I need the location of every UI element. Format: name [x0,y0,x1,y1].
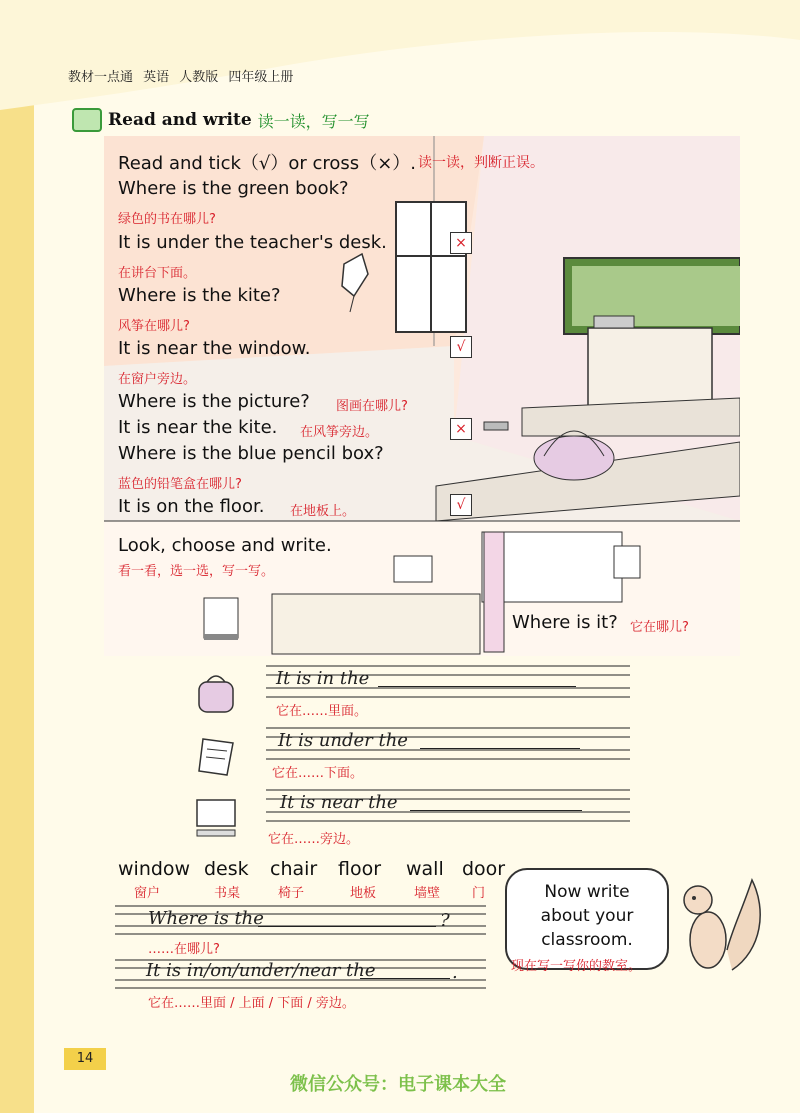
answer-2: It is near the window. [118,338,311,359]
section-title-en: Read and write [108,110,252,130]
question-2: Where is the kite? [118,285,281,306]
word-door-cn: 门 [472,886,486,901]
squirrel-illustration [672,870,772,990]
answer-3-mark[interactable]: × [450,418,472,440]
computer-icon [193,796,239,840]
question-1-cn: 绿色的书在哪儿? [118,212,216,227]
school-bag-icon [195,672,237,716]
write-line-3-cn: 它在……旁边。 [268,832,360,847]
word-chair-cn: 椅子 [278,886,305,901]
word-chair: chair [270,858,318,880]
word-door: door [462,858,506,880]
part3-blank-1[interactable] [258,910,436,927]
bubble-line-3: classroom. [541,930,633,950]
answer-1-cn: 在讲台下面。 [118,266,197,281]
word-floor-cn: 地板 [350,886,377,901]
answer-3-cn: 在风筝旁边。 [300,425,379,440]
part1-instruction-cn: 读一读，判断正误。 [418,155,544,171]
answer-4-mark[interactable]: √ [450,494,472,516]
answer-2-mark[interactable]: √ [450,336,472,358]
part1-instruction: Read and tick（√）or cross（×）. [118,153,416,174]
answer-4: It is on the floor. [118,496,265,517]
answer-blank-3[interactable] [410,792,582,811]
question-2-cn: 风筝在哪儿? [118,319,190,334]
write-line-2: It is under the [278,730,408,751]
answer-1: It is under the teacher's desk. [118,232,387,253]
part3-line-1-cn: ……在哪儿? [148,942,220,957]
section-title-cn: 读一读，写一写 [257,111,370,131]
page-number: 14 [64,1048,106,1070]
newspaper-icon [195,735,237,779]
part3-line-2-cn: 它在……里面 / 上面 / 下面 / 旁边。 [148,996,355,1011]
answer-blank-2[interactable] [420,730,580,749]
part3-blank-2[interactable] [360,962,450,979]
question-4-cn: 蓝色的铅笔盒在哪儿? [118,477,242,492]
answer-blank-1[interactable] [378,668,576,687]
word-floor: floor [338,858,382,880]
bubble-cn: 现在写一写你的教室。 [511,959,642,974]
word-window-cn: 窗户 [134,886,161,901]
word-desk-cn: 书桌 [214,886,241,901]
bubble-line-1: Now write [544,882,630,902]
where-is-it-question-cn: 它在哪儿? [630,620,689,635]
question-3-cn: 图画在哪儿? [336,399,408,414]
part3-line-1: Where is the [148,908,264,929]
question-3-en: Where is the picture? [118,391,310,412]
word-wall: wall [406,858,444,880]
write-line-3: It is near the [280,792,398,813]
word-window: window [118,858,191,880]
word-wall-cn: 墙壁 [414,886,441,901]
part2-instruction-cn: 看一看，选一选，写一写。 [118,564,275,579]
write-line-1-cn: 它在……里面。 [276,704,368,719]
write-line-1: It is in the [276,668,370,689]
answer-4-cn: 在地板上。 [290,504,356,519]
question-4: Where is the blue pencil box? [118,443,384,464]
write-line-2-cn: 它在……下面。 [272,766,364,781]
part3-line-1-end: ? [440,910,450,931]
bubble-line-2: about your [540,906,634,926]
footer-watermark: 微信公众号：电子课本大全 [290,1074,506,1095]
answer-3: It is near the kite. [118,417,278,438]
part3-line-2-end: . [452,962,458,983]
word-desk: desk [204,858,249,880]
part3-line-2: It is in/on/under/near the [146,960,376,981]
book-header: 教材一点通 英语 人教版 四年级上册 [68,70,294,85]
answer-1-mark[interactable]: × [450,232,472,254]
where-is-it-question: Where is it? [512,612,618,633]
question-1: Where is the green book? [118,178,349,199]
part2-instruction: Look, choose and write. [118,535,332,556]
answer-2-cn: 在窗户旁边。 [118,372,197,387]
